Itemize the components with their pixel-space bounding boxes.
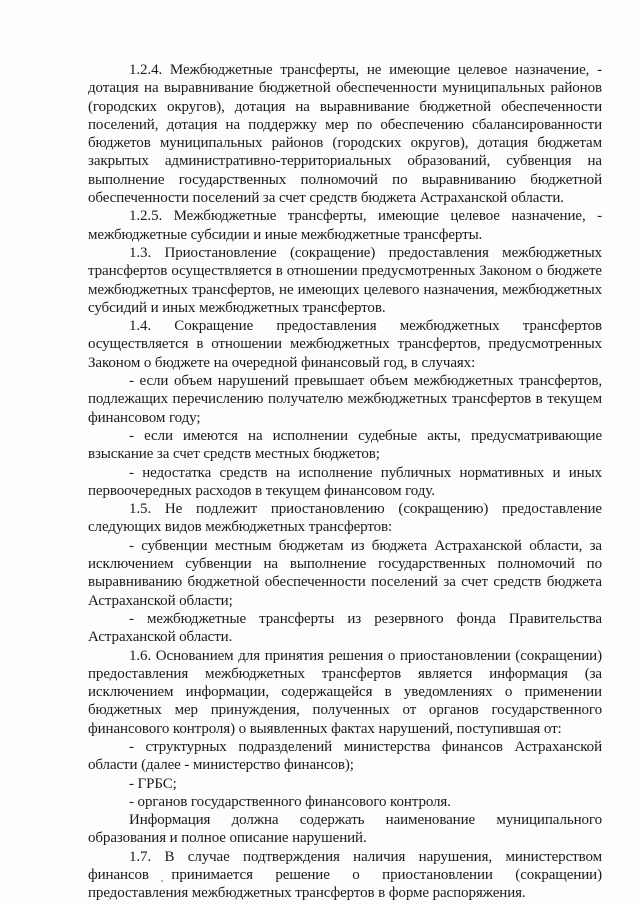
list-item-ministry-divisions: - структурных подразделений министерства финансов Астраханской области (далее - министерство финансов); xyxy=(88,738,602,774)
paragraph-1-6: 1.6. Основанием для принятия решения о приостановлении (сокращении) предоставления межбюджетных трансфертов является информация (за исключением информации, содержащейся в уведомлениях о применении бюджетных мер принуждения, полученных от органов государственного финансового контроля) о выявленных фактах нарушений, поступившая от: xyxy=(88,647,602,737)
list-item-court-acts: - если имеются на исполнении судебные акты, предусматривающие взыскание за счет средств местных бюджетов; xyxy=(88,427,602,463)
list-item-grbs: - ГРБС; xyxy=(129,775,177,792)
list-item-violations: - если объем нарушений превышает объем межбюджетных трансфертов, подлежащих перечислению получателю межбюджетных трансфертов в текущем финансовом году; xyxy=(88,373,602,426)
paragraph-1-7: 1.7. В случае подтверждения наличия нарушения, министерством финансов принимается решение о приостановлении (сокращении) предоставления межбюджетных трансфертов в форме распоряжения. xyxy=(88,848,602,902)
list-item-reserve-fund: - межбюджетные трансферты из резервного фонда Правительства Астраханской области. xyxy=(88,610,602,646)
paragraph-1-2-4: 1.2.4. Межбюджетные трансферты, не имеющие целевое назначение, - дотация на выравнивание бюджетной обеспеченности муниципальных районов (городских округов), дотация на выравнивание бюджетной обеспеченности поселений, дотация на поддержку мер по обеспечению сбалансированности бюджетов муниципальных районов (городских округов), дотация бюджетам закрытых административно-территориальных образований, субвенция на выполнение государственных полномочий по выравниванию бюджетной обеспеченности поселений за счет средств бюджета Астраханской области. xyxy=(88,62,602,207)
list-item-control-bodies: - органов государственного финансового контроля. xyxy=(129,793,451,810)
list-item-subventions: - субвенции местным бюджетам из бюджета Астраханской области, за исключением субвенции на выполнение государственных полномочий по выравниванию бюджетной обеспеченности поселений за счет средств бюджета Астраханской области; xyxy=(88,537,602,609)
paragraph-1-4: 1.4. Сокращение предоставления межбюджетных трансфертов осуществляется в отношении межбюджетных трансфертов, предусмотренных Законом о бюджете на очередной финансовый год, в случаях: xyxy=(88,318,602,371)
paragraph-1-5: 1.5. Не подлежит приостановлению (сокращению) предоставление следующих видов межбюджетных трансфертов: xyxy=(88,501,602,536)
paragraph-1-2-5: 1.2.5. Межбюджетные трансферты, имеющие целевое назначение, - межбюджетные субсидии и иные межбюджетные трансферты. xyxy=(88,208,602,243)
paragraph-information: Информация должна содержать наименование муниципального образования и полное описание нарушений. xyxy=(88,812,602,847)
document-body xyxy=(88,61,602,903)
paragraph-1-3: 1.3. Приостановление (сокращение) предоставления межбюджетных трансфертов осуществляется в отношении предусмотренных Законом о бюджете межбюджетных трансфертов, не имеющих целевого назначения, межбюджетных субсидий и иных межбюджетных трансфертов. xyxy=(88,244,602,316)
list-item-shortage: - недостатка средств на исполнение публичных нормативных и иных первоочередных расходов в текущем финансовом году. xyxy=(88,464,602,499)
